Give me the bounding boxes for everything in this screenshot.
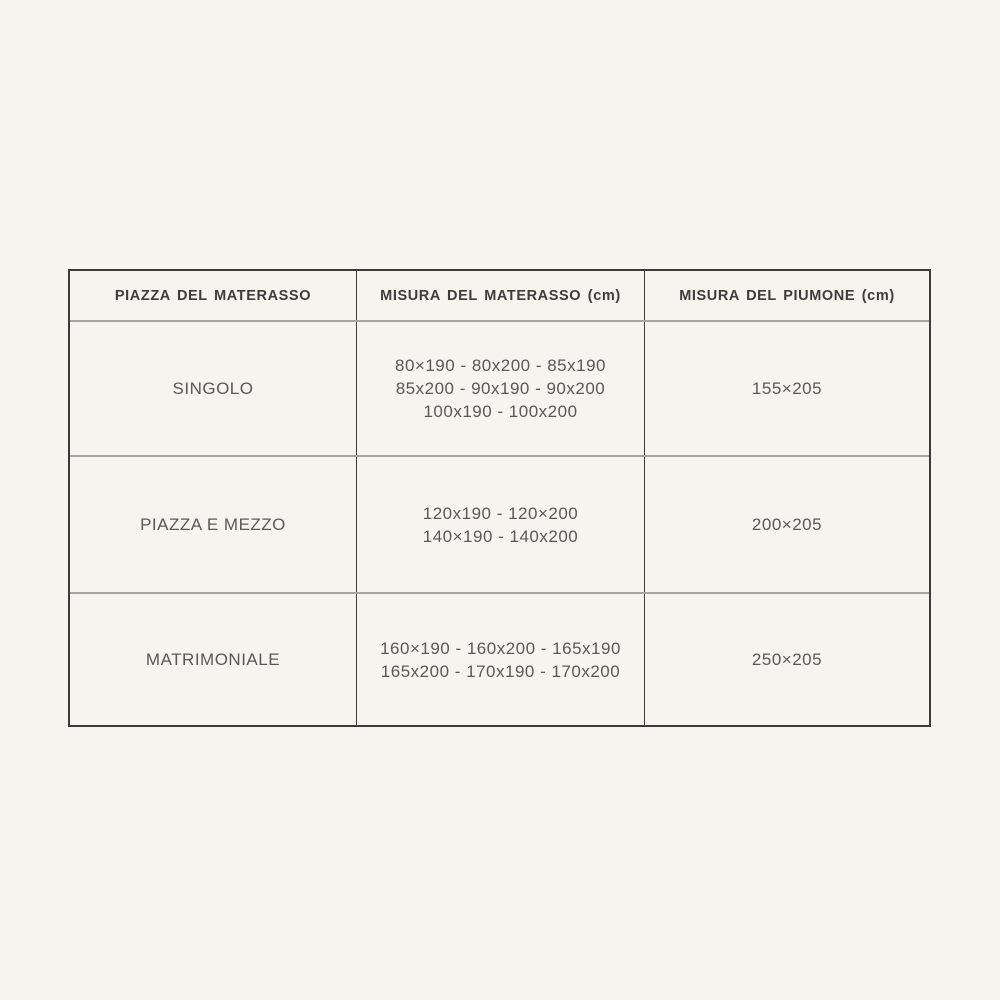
header-mattress-measure: MISURA DEL MATERASSO (cm) [357, 271, 645, 320]
mattress-measure-line: 160×190 - 160x200 - 165x190 [380, 638, 621, 658]
mattress-measure-line: 80×190 - 80x200 - 85x190 [395, 356, 606, 375]
size-name-cell: PIAZZA E MEZZO [70, 457, 357, 592]
duvet-size-cell: 250×205 [751, 650, 823, 669]
size-comparison-table [68, 269, 931, 727]
mattress-measures-cell [357, 594, 645, 725]
table-row-singolo [70, 322, 929, 457]
mattress-measure-line: 85x200 - 90x190 - 90x200 [395, 379, 606, 398]
mattress-measures-cell [357, 322, 645, 455]
header-duvet-measure: MISURA DEL PIUMONE (cm) [679, 287, 895, 304]
table-row-piazza-e-mezzo [70, 457, 929, 594]
header-mattress-size-name: PIAZZA DEL MATERASSO [70, 271, 357, 320]
duvet-size-cell: 200×205 [751, 515, 823, 534]
table-row-matrimoniale [70, 594, 929, 725]
table-header-row [70, 271, 929, 322]
mattress-measure-line: 165x200 - 170x190 - 170x200 [380, 661, 621, 681]
mattress-measures-cell [357, 457, 645, 592]
size-name-cell: MATRIMONIALE [70, 594, 357, 725]
size-name-cell: SINGOLO [70, 322, 357, 455]
mattress-measure-line: 120x190 - 120×200 [422, 503, 579, 523]
mattress-measure-line: 140×190 - 140x200 [422, 526, 579, 546]
mattress-measure-line: 100x190 - 100x200 [423, 402, 578, 421]
duvet-size-cell: 155×205 [751, 379, 823, 398]
